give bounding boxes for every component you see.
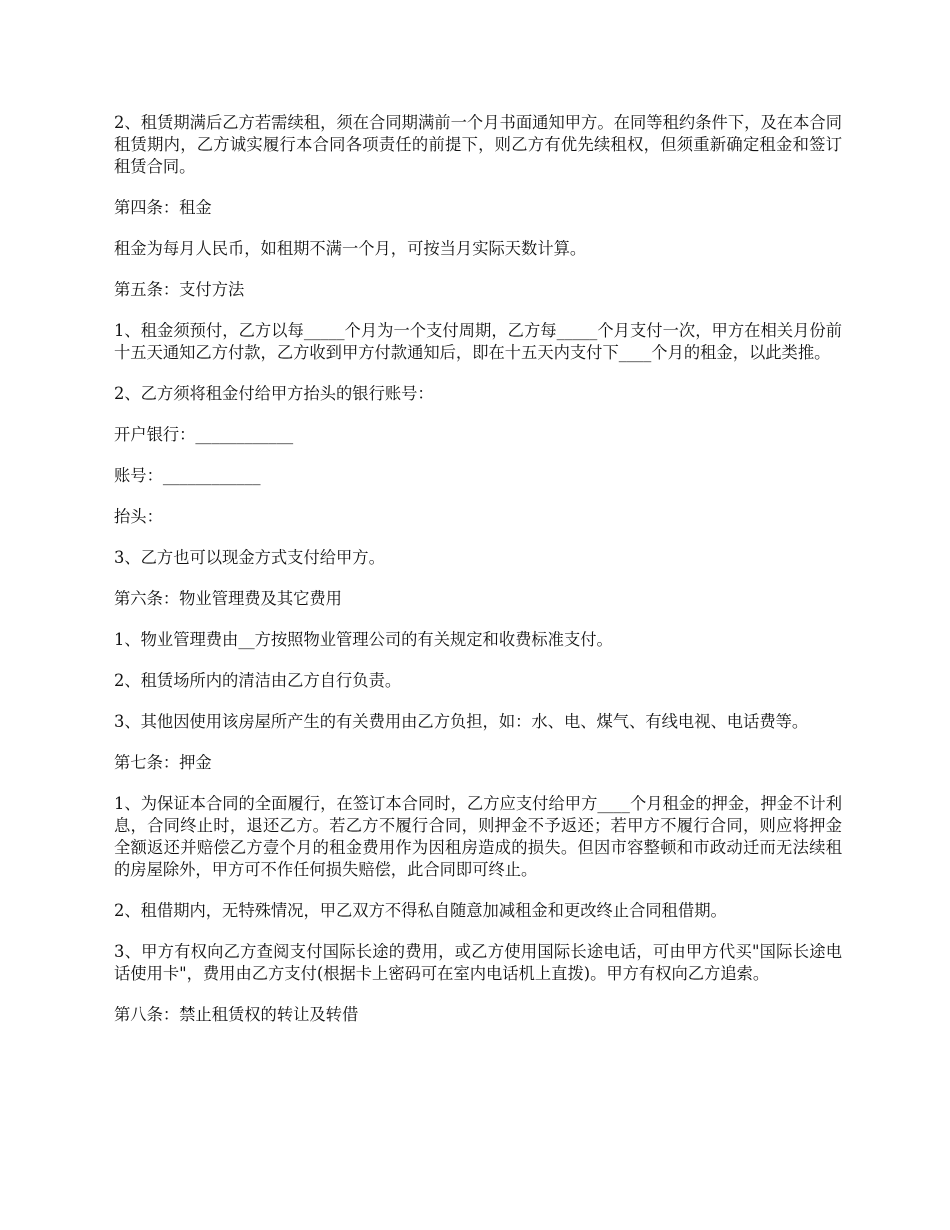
field-account-number: 账号：____________ [114,466,261,485]
heading-article-7-deposit: 第七条：押金 [114,753,212,772]
clause-renewal-notice: 2、租赁期满后乙方若需续租，须在合同期满前一个月书面通知甲方。在同等租约条件下，及在本合同租赁期内，乙方诚实履行本合同各项责任的前提下，则乙方有优先续租权，但须重新确定租金和签订租赁合同。 [114,113,842,176]
clause-property-fee: 1、物业管理费由__方按照物业管理公司的有关规定和收费标准支付。 [114,630,613,649]
clause-no-rent-change: 2、租借期内，无特殊情况，甲乙双方不得私自随意加减租金和更改终止合同租借期。 [114,901,727,920]
clause-rent-amount: 租金为每月人民币，如租期不满一个月，可按当月实际天数计算。 [114,239,587,258]
heading-article-8-transfer: 第八条：禁止租赁权的转让及转借 [114,1005,359,1024]
clause-cash-payment: 3、乙方也可以现金方式支付给甲方。 [114,548,385,567]
clause-cleaning: 2、租赁场所内的清洁由乙方自行负责。 [114,671,402,690]
heading-article-6-fees: 第六条：物业管理费及其它费用 [114,589,342,608]
clause-deposit: 1、为保证本合同的全面履行，在签订本合同时，乙方应支付给甲方____个月租金的押金，押金不计利息，合同终止时，退还乙方。若乙方不履行合同，则押金不予返还；若甲方不履行合同，则应将押金全额返还并赔偿乙方壹个月的租金费用作为因租房造成的损失。但因市容整顿和市政动迁而无法续租的房屋除外，甲方可不作任何损失赔偿，此合同即可终止。 [114,794,842,879]
document-page [114,112,842,1045]
clause-other-fees: 3、其他因使用该房屋所产生的有关费用由乙方负担，如：水、电、煤气、有线电视、电话费等。 [114,712,809,731]
clause-international-calls: 3、甲方有权向乙方查阅支付国际长途的费用，或乙方使用国际长途电话，可由甲方代买"国际长途电话使用卡"，费用由乙方支付(根据卡上密码可在室内电话机上直拨)。甲方有权向乙方追索。 [114,942,842,983]
heading-article-5-payment: 第五条：支付方法 [114,280,245,299]
clause-prepayment: 1、租金须预付，乙方以每_____个月为一个支付周期，乙方每_____个月支付一次，甲方在相关月份前十五天通知乙方付款，乙方收到甲方付款通知后，即在十五天内支付下____个月的租金，以此类推。 [114,321,842,362]
field-account-holder: 抬头： [114,507,163,526]
field-bank-name: 开户银行：____________ [114,425,294,444]
heading-article-4-rent: 第四条：租金 [114,198,212,217]
clause-bank-account: 2、乙方须将租金付给甲方抬头的银行账号： [114,384,434,403]
